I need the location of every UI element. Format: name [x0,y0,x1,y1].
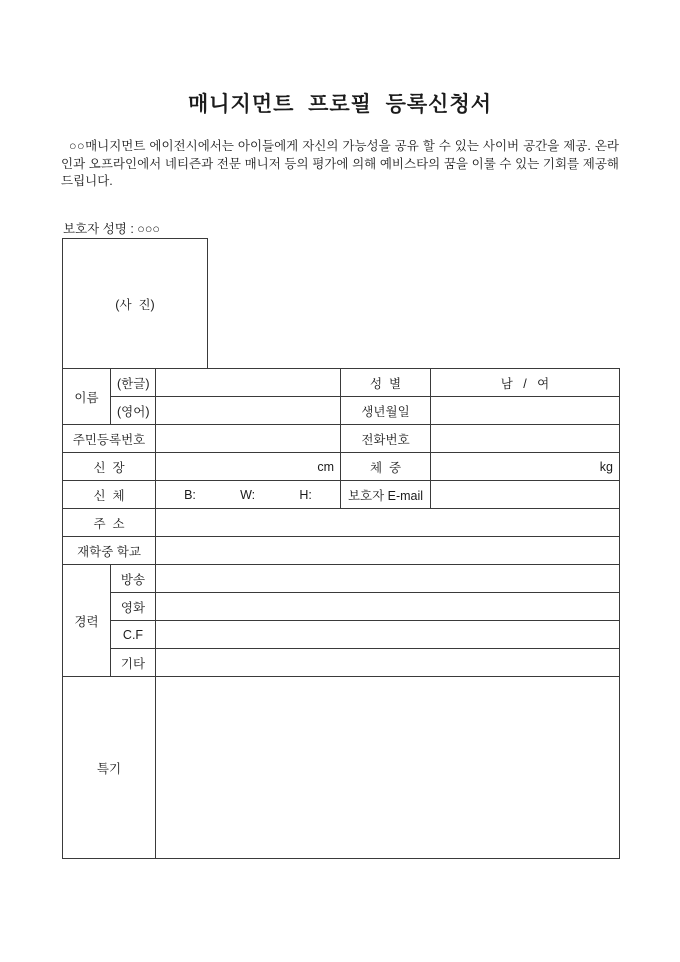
table-row [63,677,620,859]
school-input[interactable] [156,537,620,565]
school-label: 재학중 학교 [63,537,156,565]
weight-label: 체 중 [341,453,431,481]
body-measurements-labels [162,488,334,502]
table-row [63,509,620,537]
waist-label: W: [240,487,256,502]
name-label: 이름 [63,369,111,425]
career-label: 경력 [63,565,111,677]
address-input[interactable] [156,509,620,537]
bust-label: B: [184,487,196,502]
table-row [63,537,620,565]
body-measurements-input[interactable] [156,481,341,509]
career-broadcast-label: 방송 [111,565,156,593]
photo-placeholder: (사 진) [115,297,155,312]
gender-value: 남 / 여 [431,369,620,397]
specialty-label: 특기 [63,677,156,859]
table-row [63,425,620,453]
hip-label: H: [299,487,312,502]
career-film-input[interactable] [156,593,620,621]
name-english-input[interactable] [156,397,341,425]
table-row [63,481,620,509]
guardian-email-label: 보호자 E-mail [341,481,431,509]
birthdate-input[interactable] [431,397,620,425]
height-label: 신 장 [63,453,156,481]
table-row [63,649,620,677]
birthdate-label: 생년월일 [341,397,431,425]
career-broadcast-input[interactable] [156,565,620,593]
table-row [63,593,620,621]
career-cf-label: C.F [111,621,156,649]
intro-paragraph: ○○매니지먼트 에이전시에서는 아이들에게 자신의 가능성을 공유 할 수 있는 사이버 공간을 제공. 온라인과 오프라인에서 네티즌과 전문 매니저 등의 평가에 의해 예비스타의 꿈을 이룰 수 있는 기회를 제공해 드립니다. [61,139,619,188]
weight-input[interactable]: kg [431,453,620,481]
profile-form-table [62,368,620,859]
gender-label: 성 별 [341,369,431,397]
career-etc-label: 기타 [111,649,156,677]
career-etc-input[interactable] [156,649,620,677]
guardian-email-input[interactable] [431,481,620,509]
name-korean-label: (한글) [111,369,156,397]
table-row [63,369,620,397]
guardian-name-line: 보호자 성명 : ○○○ [63,222,160,236]
address-label: 주 소 [63,509,156,537]
ssn-input[interactable] [156,425,341,453]
table-row [63,621,620,649]
phone-label: 전화번호 [341,425,431,453]
table-row [63,453,620,481]
name-english-label: (영어) [111,397,156,425]
name-korean-input[interactable] [156,369,341,397]
photo-box [62,238,208,369]
career-film-label: 영화 [111,593,156,621]
body-label: 신 체 [63,481,156,509]
ssn-label: 주민등록번호 [63,425,156,453]
phone-input[interactable] [431,425,620,453]
career-cf-input[interactable] [156,621,620,649]
page-title: 매니지먼트 프로필 등록신청서 [187,93,493,116]
specialty-input[interactable] [156,677,620,859]
table-row [63,565,620,593]
table-row [63,397,620,425]
height-input[interactable]: cm [156,453,341,481]
